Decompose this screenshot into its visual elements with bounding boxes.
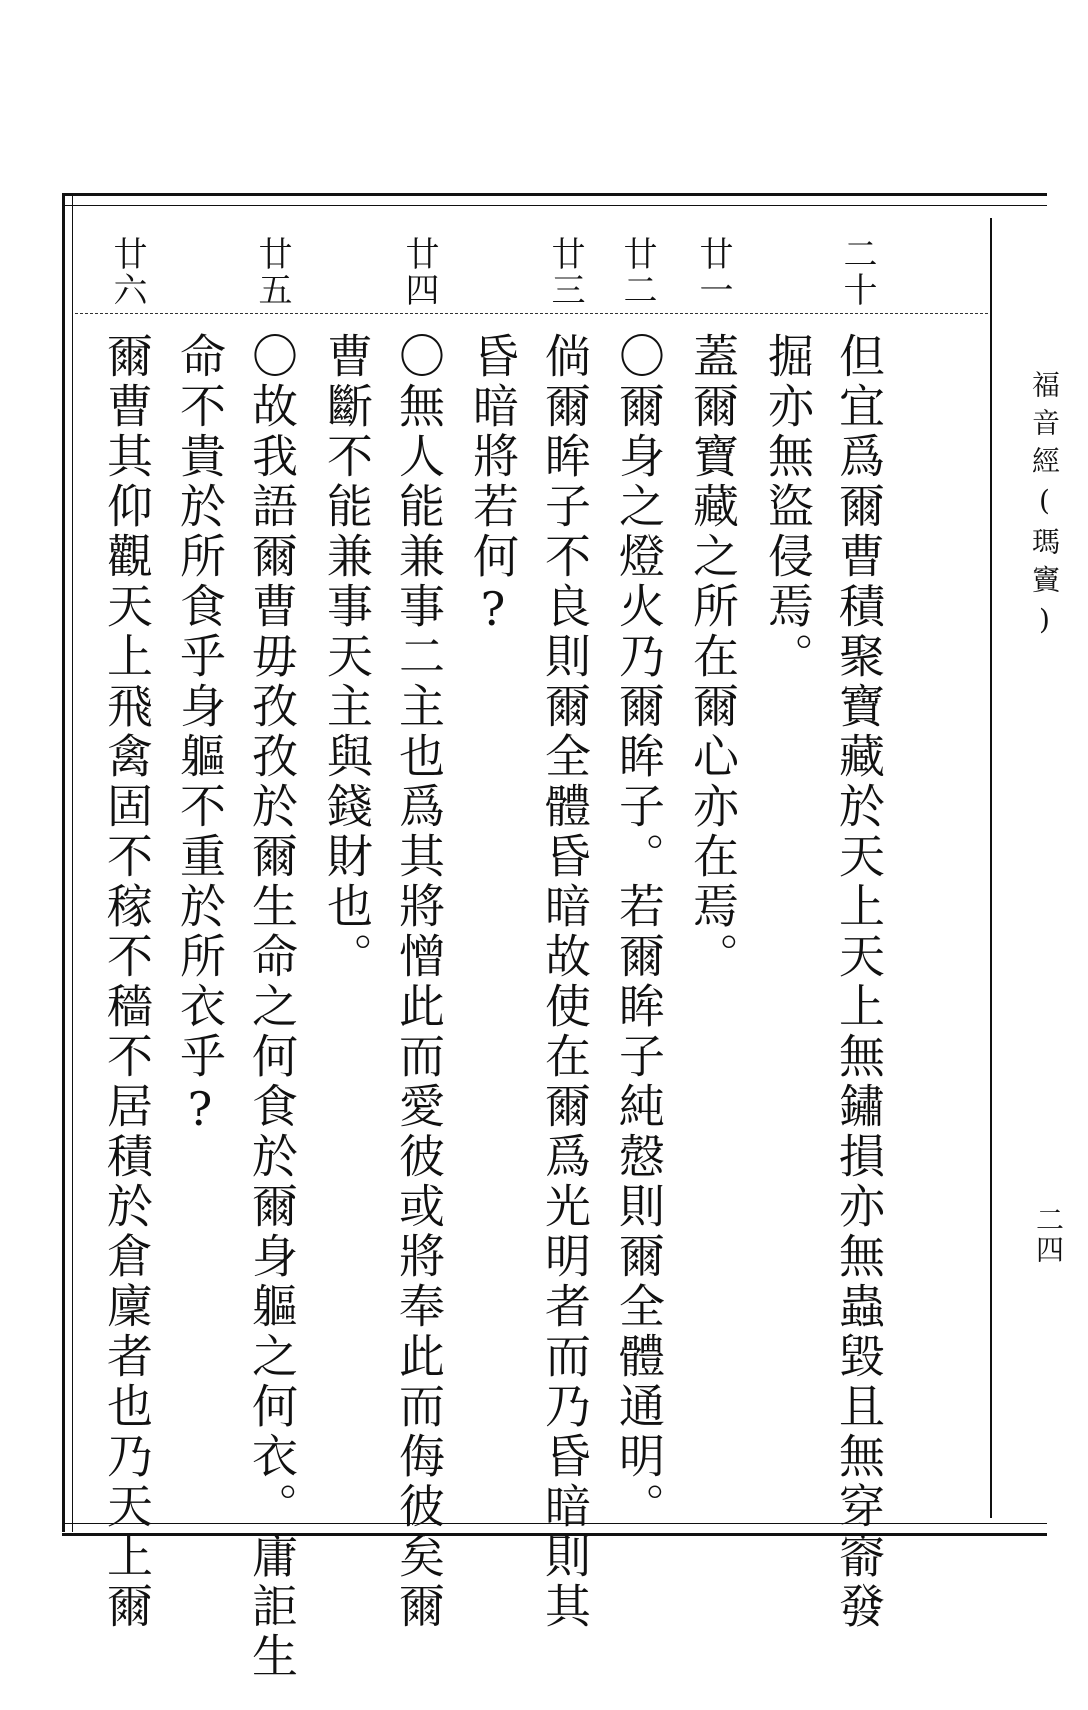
verse-line: 蓋爾寶藏之所在爾心亦在焉。 [686, 332, 740, 982]
verse-number: 二十 [837, 236, 877, 308]
verse-line: 昏暗將若何? [466, 332, 520, 640]
verse-line: 爾曹其仰觀天上飛禽固不稼不穡不居積於倉廩者也乃天上爾 [100, 332, 154, 1632]
verse-number: 廿一 [693, 236, 733, 308]
verse-line: 命不貴於所食乎身軀不重於所衣乎? [173, 332, 227, 1140]
page-frame-left [62, 193, 73, 1532]
page-frame-right [990, 218, 992, 1518]
verse-line: 倘爾眸子不良則爾全體昏暗故使在爾爲光明者而乃昏暗則其 [538, 332, 592, 1632]
verse-line: 〇故我語爾曹毋孜孜於爾生命之何食於爾身軀之何衣。庸詎生 [245, 332, 299, 1682]
verse-number: 廿二 [617, 236, 657, 308]
verse-line: 掘亦無盜侵焉。 [761, 332, 815, 682]
verse-number: 廿三 [545, 236, 585, 308]
running-header-title: 福音經(瑪竇) [1028, 370, 1061, 646]
verse-line: 曹斷不能兼事天主與錢財也。 [320, 332, 374, 982]
page-frame-top [62, 193, 1047, 206]
verse-line: 〇無人能兼事二主也爲其將憎此而愛彼或將奉此而侮彼矣爾 [392, 332, 446, 1632]
verse-line: 〇爾身之燈火乃爾眸子。若爾眸子純慤則爾全體通明。 [612, 332, 666, 1532]
page-number: 二四 [1032, 1205, 1065, 1265]
verse-number: 廿六 [107, 236, 147, 308]
verse-line: 但宜爲爾曹積聚寶藏於天上天上無鏽損亦無蟲毀且無穿窬發 [832, 332, 886, 1632]
verse-number: 廿五 [252, 236, 292, 308]
verse-number: 廿四 [399, 236, 439, 308]
verse-number-divider [75, 313, 988, 314]
